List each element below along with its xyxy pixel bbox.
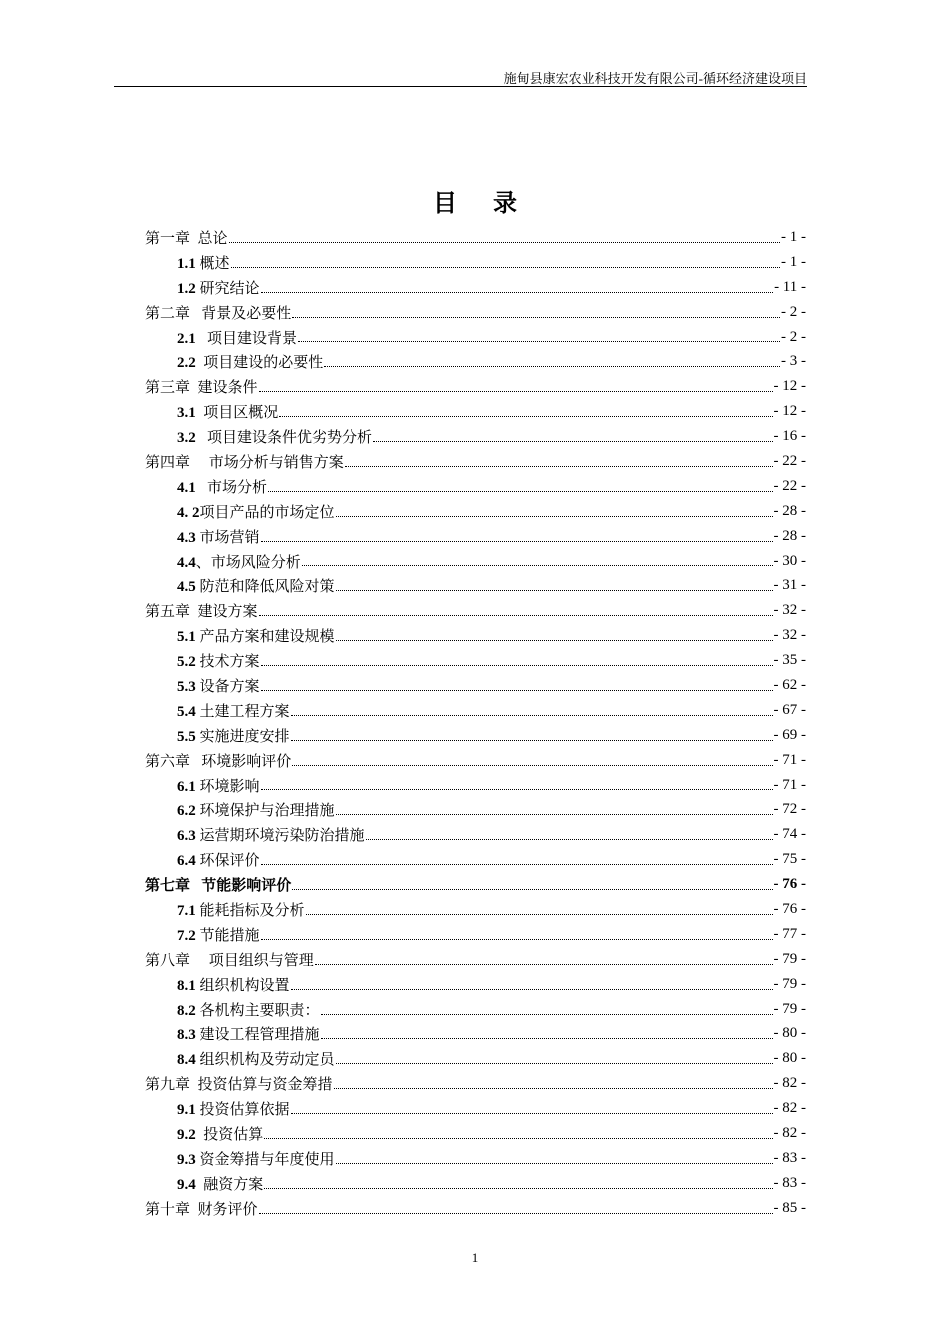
toc-entry-page: - 28 -	[773, 502, 806, 519]
toc-section-entry[interactable]	[145, 623, 806, 648]
toc-section-entry[interactable]	[145, 972, 806, 997]
toc-entry-title: 运营期环境污染防治措施	[195, 828, 365, 845]
toc-entry-title: 节能影响评价	[190, 878, 292, 895]
toc-entry-number: 4.4	[177, 554, 196, 571]
dot-leader	[261, 665, 773, 666]
dot-leader	[279, 416, 772, 417]
toc-entry-label	[177, 277, 260, 298]
toc-entry-number: 9.2	[177, 1127, 196, 1143]
toc-entry-title: 环保评价	[195, 853, 260, 870]
toc-entry-title: 能耗指标及分析	[195, 902, 305, 919]
dot-leader	[345, 466, 773, 467]
toc-entry-number: 6.2	[177, 803, 196, 820]
toc-section-entry[interactable]	[145, 499, 806, 524]
dot-leader	[336, 1163, 773, 1164]
toc-entry-number: 3.2	[177, 430, 196, 447]
toc-entry-label	[177, 501, 335, 522]
toc-entry-title: 、市场风险分析	[195, 554, 301, 571]
toc-entry-page: - 69 -	[773, 726, 806, 743]
toc-entry-title: 组织机构设置	[195, 977, 290, 994]
toc-entry-number: 第十章	[145, 1201, 191, 1218]
toc-entry-title: 环境影响	[195, 778, 260, 795]
toc-title: 目录	[433, 191, 553, 217]
toc-entry-page: - 79 -	[773, 975, 806, 992]
toc-section-entry[interactable]	[145, 424, 806, 449]
dot-leader	[292, 317, 780, 318]
toc-entry-title: 市场分析与销售方案	[190, 454, 344, 471]
toc-entry-title: 市场分析	[195, 479, 268, 496]
toc-entry-number: 8.2	[177, 1002, 196, 1019]
toc-section-entry[interactable]	[145, 822, 806, 847]
toc-entry-number: 4. 2	[177, 504, 200, 521]
toc-entry-title: 技术方案	[195, 654, 260, 671]
toc-chapter-entry[interactable]	[145, 374, 806, 399]
toc-entry-title: 环境保护与治理措施	[195, 803, 335, 820]
toc-entry-label	[145, 227, 228, 248]
toc-entry-title: 项目建设背景	[195, 330, 298, 347]
toc-entry-page: - 32 -	[773, 627, 806, 644]
toc-entry-number: 4.5	[177, 579, 196, 596]
toc-entry-number: 5.4	[177, 703, 196, 720]
toc-entry-label	[177, 775, 260, 796]
toc-entry-page: - 76 -	[773, 876, 806, 893]
toc-chapter-entry[interactable]	[145, 225, 806, 250]
toc-entry-number: 6.4	[177, 853, 196, 870]
table-of-contents	[145, 225, 806, 1221]
toc-entry-title: 建设工程管理措施	[195, 1027, 320, 1044]
toc-entry-title: 设备方案	[195, 678, 260, 695]
toc-entry-label	[177, 824, 365, 845]
toc-section-entry[interactable]	[145, 1121, 806, 1146]
toc-entry-number: 第七章	[145, 878, 191, 895]
toc-entry-title: 项目产品的市场定位	[199, 504, 335, 521]
toc-entry-page: - 71 -	[773, 776, 806, 793]
dot-leader	[259, 615, 773, 616]
toc-entry-title: 土建工程方案	[195, 703, 290, 720]
toc-entry-page: - 35 -	[773, 652, 806, 669]
toc-entry-label	[145, 1198, 258, 1219]
toc-entry-label	[177, 1023, 320, 1044]
toc-section-entry[interactable]	[145, 275, 806, 300]
toc-section-entry[interactable]	[145, 325, 806, 350]
toc-section-entry[interactable]	[145, 1096, 806, 1121]
toc-entry-page: - 1 -	[781, 253, 806, 270]
toc-section-entry[interactable]	[145, 847, 806, 872]
toc-entry-number: 5.1	[177, 629, 196, 646]
toc-entry-number: 9.3	[177, 1151, 196, 1168]
dot-leader	[321, 1014, 773, 1015]
toc-entry-title: 项目建设条件优劣势分析	[195, 430, 373, 447]
toc-entry-page: - 79 -	[773, 950, 806, 967]
toc-entry-title: 产品方案和建设规模	[195, 629, 335, 646]
toc-entry-title: 节能措施	[195, 927, 260, 944]
toc-entry-title: 投资估算	[195, 1127, 264, 1143]
toc-chapter-entry[interactable]	[145, 1071, 806, 1096]
toc-section-entry[interactable]	[145, 1046, 806, 1071]
toc-chapter-entry[interactable]	[145, 748, 806, 773]
toc-entry-title: 建设方案	[190, 604, 258, 621]
toc-section-entry[interactable]	[145, 673, 806, 698]
toc-entry-page: - 77 -	[773, 925, 806, 942]
toc-entry-number: 第三章	[145, 380, 191, 397]
toc-section-entry[interactable]	[145, 1146, 806, 1171]
toc-entry-title: 融资方案	[195, 1176, 264, 1193]
toc-entry-label	[177, 327, 297, 348]
toc-entry-label	[145, 874, 291, 895]
toc-entry-label	[177, 575, 335, 596]
dot-leader	[292, 889, 772, 890]
toc-section-entry[interactable]	[145, 524, 806, 549]
dot-leader	[336, 1063, 773, 1064]
dot-leader	[336, 590, 773, 591]
dot-leader	[298, 341, 780, 342]
toc-entry-title: 总论	[190, 230, 228, 247]
toc-section-entry[interactable]	[145, 773, 806, 798]
toc-section-entry[interactable]	[145, 897, 806, 922]
dot-leader	[261, 292, 774, 293]
toc-entry-page: - 62 -	[773, 676, 806, 693]
toc-entry-page: - 72 -	[773, 801, 806, 818]
toc-entry-number: 第九章	[145, 1077, 191, 1094]
toc-entry-page: - 82 -	[773, 1075, 806, 1092]
toc-entry-page: - 2 -	[781, 303, 806, 320]
toc-entry-page: - 74 -	[773, 826, 806, 843]
toc-entry-label	[177, 252, 230, 273]
toc-entry-page: - 82 -	[773, 1100, 806, 1117]
toc-entry-label	[177, 849, 260, 870]
dot-leader	[292, 765, 772, 766]
dot-leader	[291, 1113, 773, 1114]
toc-entry-label	[145, 376, 258, 397]
toc-entry-label	[177, 1148, 335, 1169]
toc-section-entry[interactable]	[145, 698, 806, 723]
toc-entry-number: 第五章	[145, 604, 191, 621]
dot-leader	[261, 690, 773, 691]
toc-entry-label	[145, 949, 314, 970]
toc-entry-page: - 79 -	[773, 1000, 806, 1017]
toc-entry-page: - 85 -	[773, 1199, 806, 1216]
toc-entry-number: 6.3	[177, 828, 196, 845]
toc-entry-page: - 83 -	[773, 1174, 806, 1191]
dot-leader	[229, 242, 780, 243]
toc-entry-page: - 12 -	[773, 378, 806, 395]
toc-entry-number: 1.1	[177, 255, 196, 272]
toc-section-entry[interactable]	[145, 573, 806, 598]
toc-entry-page: - 22 -	[773, 452, 806, 469]
dot-leader	[291, 989, 773, 990]
toc-entry-number: 8.3	[177, 1027, 196, 1044]
toc-entry-title: 各机构主要职责：	[195, 1002, 320, 1019]
toc-entry-label	[145, 1073, 333, 1094]
toc-entry-label	[177, 924, 260, 945]
toc-entry-title: 项目建设的必要性	[195, 355, 324, 372]
toc-entry-page: - 83 -	[773, 1149, 806, 1166]
toc-entry-number: 2.1	[177, 330, 196, 347]
dot-leader	[231, 267, 780, 268]
toc-entry-page: - 31 -	[773, 577, 806, 594]
toc-section-entry[interactable]	[145, 723, 806, 748]
dot-leader	[268, 491, 772, 492]
toc-section-entry[interactable]	[145, 797, 806, 822]
toc-entry-label	[177, 799, 335, 820]
dot-leader	[261, 864, 773, 865]
toc-entry-page: - 80 -	[773, 1050, 806, 1067]
toc-entry-number: 第一章	[145, 230, 191, 247]
dot-leader	[264, 1138, 772, 1139]
toc-chapter-entry[interactable]	[145, 598, 806, 623]
toc-entry-title: 研究结论	[195, 280, 260, 297]
toc-section-entry[interactable]	[145, 474, 806, 499]
toc-entry-label	[177, 899, 305, 920]
toc-entry-page: - 28 -	[773, 527, 806, 544]
toc-entry-number: 6.1	[177, 778, 196, 795]
toc-entry-label	[177, 625, 335, 646]
toc-entry-title: 组织机构及劳动定员	[195, 1052, 335, 1069]
toc-entry-title: 建设条件	[190, 380, 258, 397]
toc-section-entry[interactable]	[145, 1022, 806, 1047]
toc-chapter-entry[interactable]	[145, 449, 806, 474]
toc-entry-label	[177, 1098, 290, 1119]
toc-entry-number: 第八章	[145, 952, 191, 969]
toc-entry-page: - 71 -	[773, 751, 806, 768]
toc-entry-number: 4.1	[177, 479, 196, 496]
toc-entry-title: 背景及必要性	[190, 305, 292, 322]
dot-leader	[321, 1038, 773, 1039]
toc-entry-number: 2.2	[177, 355, 196, 372]
toc-entry-page: - 67 -	[773, 701, 806, 718]
toc-chapter-entry[interactable]	[145, 947, 806, 972]
toc-entry-page: - 75 -	[773, 851, 806, 868]
toc-entry-label	[177, 675, 260, 696]
toc-entry-title: 概述	[195, 255, 230, 272]
toc-entry-label	[177, 476, 267, 497]
toc-entry-number: 4.3	[177, 529, 196, 546]
toc-entry-title: 环境影响评价	[190, 753, 292, 770]
toc-entry-number: 7.1	[177, 902, 196, 919]
toc-chapter-entry[interactable]	[145, 872, 806, 897]
toc-entry-label	[177, 401, 278, 422]
dot-leader	[336, 640, 773, 641]
toc-entry-title: 项目区概况	[195, 405, 279, 422]
toc-entry-page: - 2 -	[781, 328, 806, 345]
dot-leader	[261, 541, 773, 542]
toc-entry-label	[177, 650, 260, 671]
toc-entry-title: 防范和降低风险对策	[195, 579, 335, 596]
toc-entry-number: 1.2	[177, 280, 196, 297]
toc-entry-label	[177, 351, 323, 372]
toc-entry-page: - 80 -	[773, 1025, 806, 1042]
toc-section-entry[interactable]	[145, 349, 806, 374]
toc-entry-title: 项目组织与管理	[190, 952, 314, 969]
toc-section-entry[interactable]	[145, 648, 806, 673]
toc-entry-label	[145, 302, 291, 323]
toc-section-entry[interactable]	[145, 399, 806, 424]
dot-leader	[324, 366, 780, 367]
toc-section-entry[interactable]	[145, 250, 806, 275]
toc-entry-page: - 22 -	[773, 477, 806, 494]
toc-entry-title: 资金筹措与年度使用	[195, 1151, 335, 1168]
toc-entry-label	[177, 526, 260, 547]
dot-leader	[306, 914, 773, 915]
running-header: 施甸县康宏农业科技开发有限公司-循环经济建设项目	[503, 71, 807, 86]
toc-entry-page: - 76 -	[773, 900, 806, 917]
toc-entry-number: 8.4	[177, 1052, 196, 1069]
toc-entry-label	[145, 600, 258, 621]
dot-leader	[264, 1188, 772, 1189]
dot-leader	[261, 939, 773, 940]
toc-entry-title: 财务评价	[190, 1201, 258, 1218]
toc-chapter-entry[interactable]	[145, 300, 806, 325]
toc-entry-number: 5.2	[177, 654, 196, 671]
toc-entry-label	[177, 1048, 335, 1069]
toc-entry-label	[145, 451, 344, 472]
dot-leader	[366, 839, 773, 840]
dot-leader	[334, 1088, 773, 1089]
page-number: 1	[471, 1250, 479, 1265]
dot-leader	[315, 964, 773, 965]
toc-entry-number: 3.1	[177, 405, 196, 422]
toc-entry-label	[177, 999, 320, 1020]
toc-entry-page: - 82 -	[773, 1125, 806, 1141]
dot-leader	[336, 516, 773, 517]
dot-leader	[291, 715, 773, 716]
toc-chapter-entry[interactable]	[145, 1196, 806, 1221]
toc-entry-title: 投资估算与资金筹措	[190, 1077, 333, 1094]
toc-entry-number: 第四章	[145, 454, 191, 471]
toc-entry-title: 实施进度安排	[195, 728, 290, 745]
toc-entry-number: 5.3	[177, 678, 196, 695]
toc-entry-page: - 1 -	[781, 228, 806, 245]
toc-entry-number: 7.2	[177, 927, 196, 944]
toc-entry-label	[177, 1123, 263, 1144]
toc-entry-label	[177, 974, 290, 995]
toc-entry-label	[177, 725, 290, 746]
toc-entry-page: - 12 -	[773, 403, 806, 420]
toc-entry-label	[177, 1173, 263, 1194]
toc-section-entry[interactable]	[145, 997, 806, 1022]
toc-entry-number: 8.1	[177, 977, 196, 994]
dot-leader	[302, 565, 773, 566]
toc-entry-title: 市场营销	[195, 529, 260, 546]
toc-entry-label	[177, 426, 372, 447]
toc-entry-page: - 11 -	[774, 278, 806, 295]
dot-leader	[259, 391, 773, 392]
header-rule	[114, 86, 807, 87]
toc-entry-page: - 3 -	[781, 353, 806, 370]
toc-section-entry[interactable]	[145, 549, 806, 574]
dot-leader	[259, 1213, 773, 1214]
toc-entry-label	[145, 750, 291, 771]
dot-leader	[373, 441, 772, 442]
dot-leader	[261, 789, 773, 790]
toc-entry-page: - 30 -	[773, 552, 806, 569]
toc-entry-page: - 32 -	[773, 602, 806, 619]
toc-entry-number: 9.1	[177, 1102, 196, 1119]
toc-entry-page: - 16 -	[773, 428, 806, 445]
toc-entry-number: 5.5	[177, 728, 196, 745]
toc-entry-number: 9.4	[177, 1176, 196, 1193]
dot-leader	[291, 740, 773, 741]
dot-leader	[336, 814, 773, 815]
toc-entry-label	[177, 700, 290, 721]
toc-entry-label	[177, 551, 301, 572]
toc-section-entry[interactable]	[145, 922, 806, 947]
toc-entry-number: 第二章	[145, 305, 191, 322]
toc-entry-title: 投资估算依据	[195, 1102, 290, 1119]
toc-entry-number: 第六章	[145, 753, 191, 770]
toc-section-entry[interactable]	[145, 1171, 806, 1196]
